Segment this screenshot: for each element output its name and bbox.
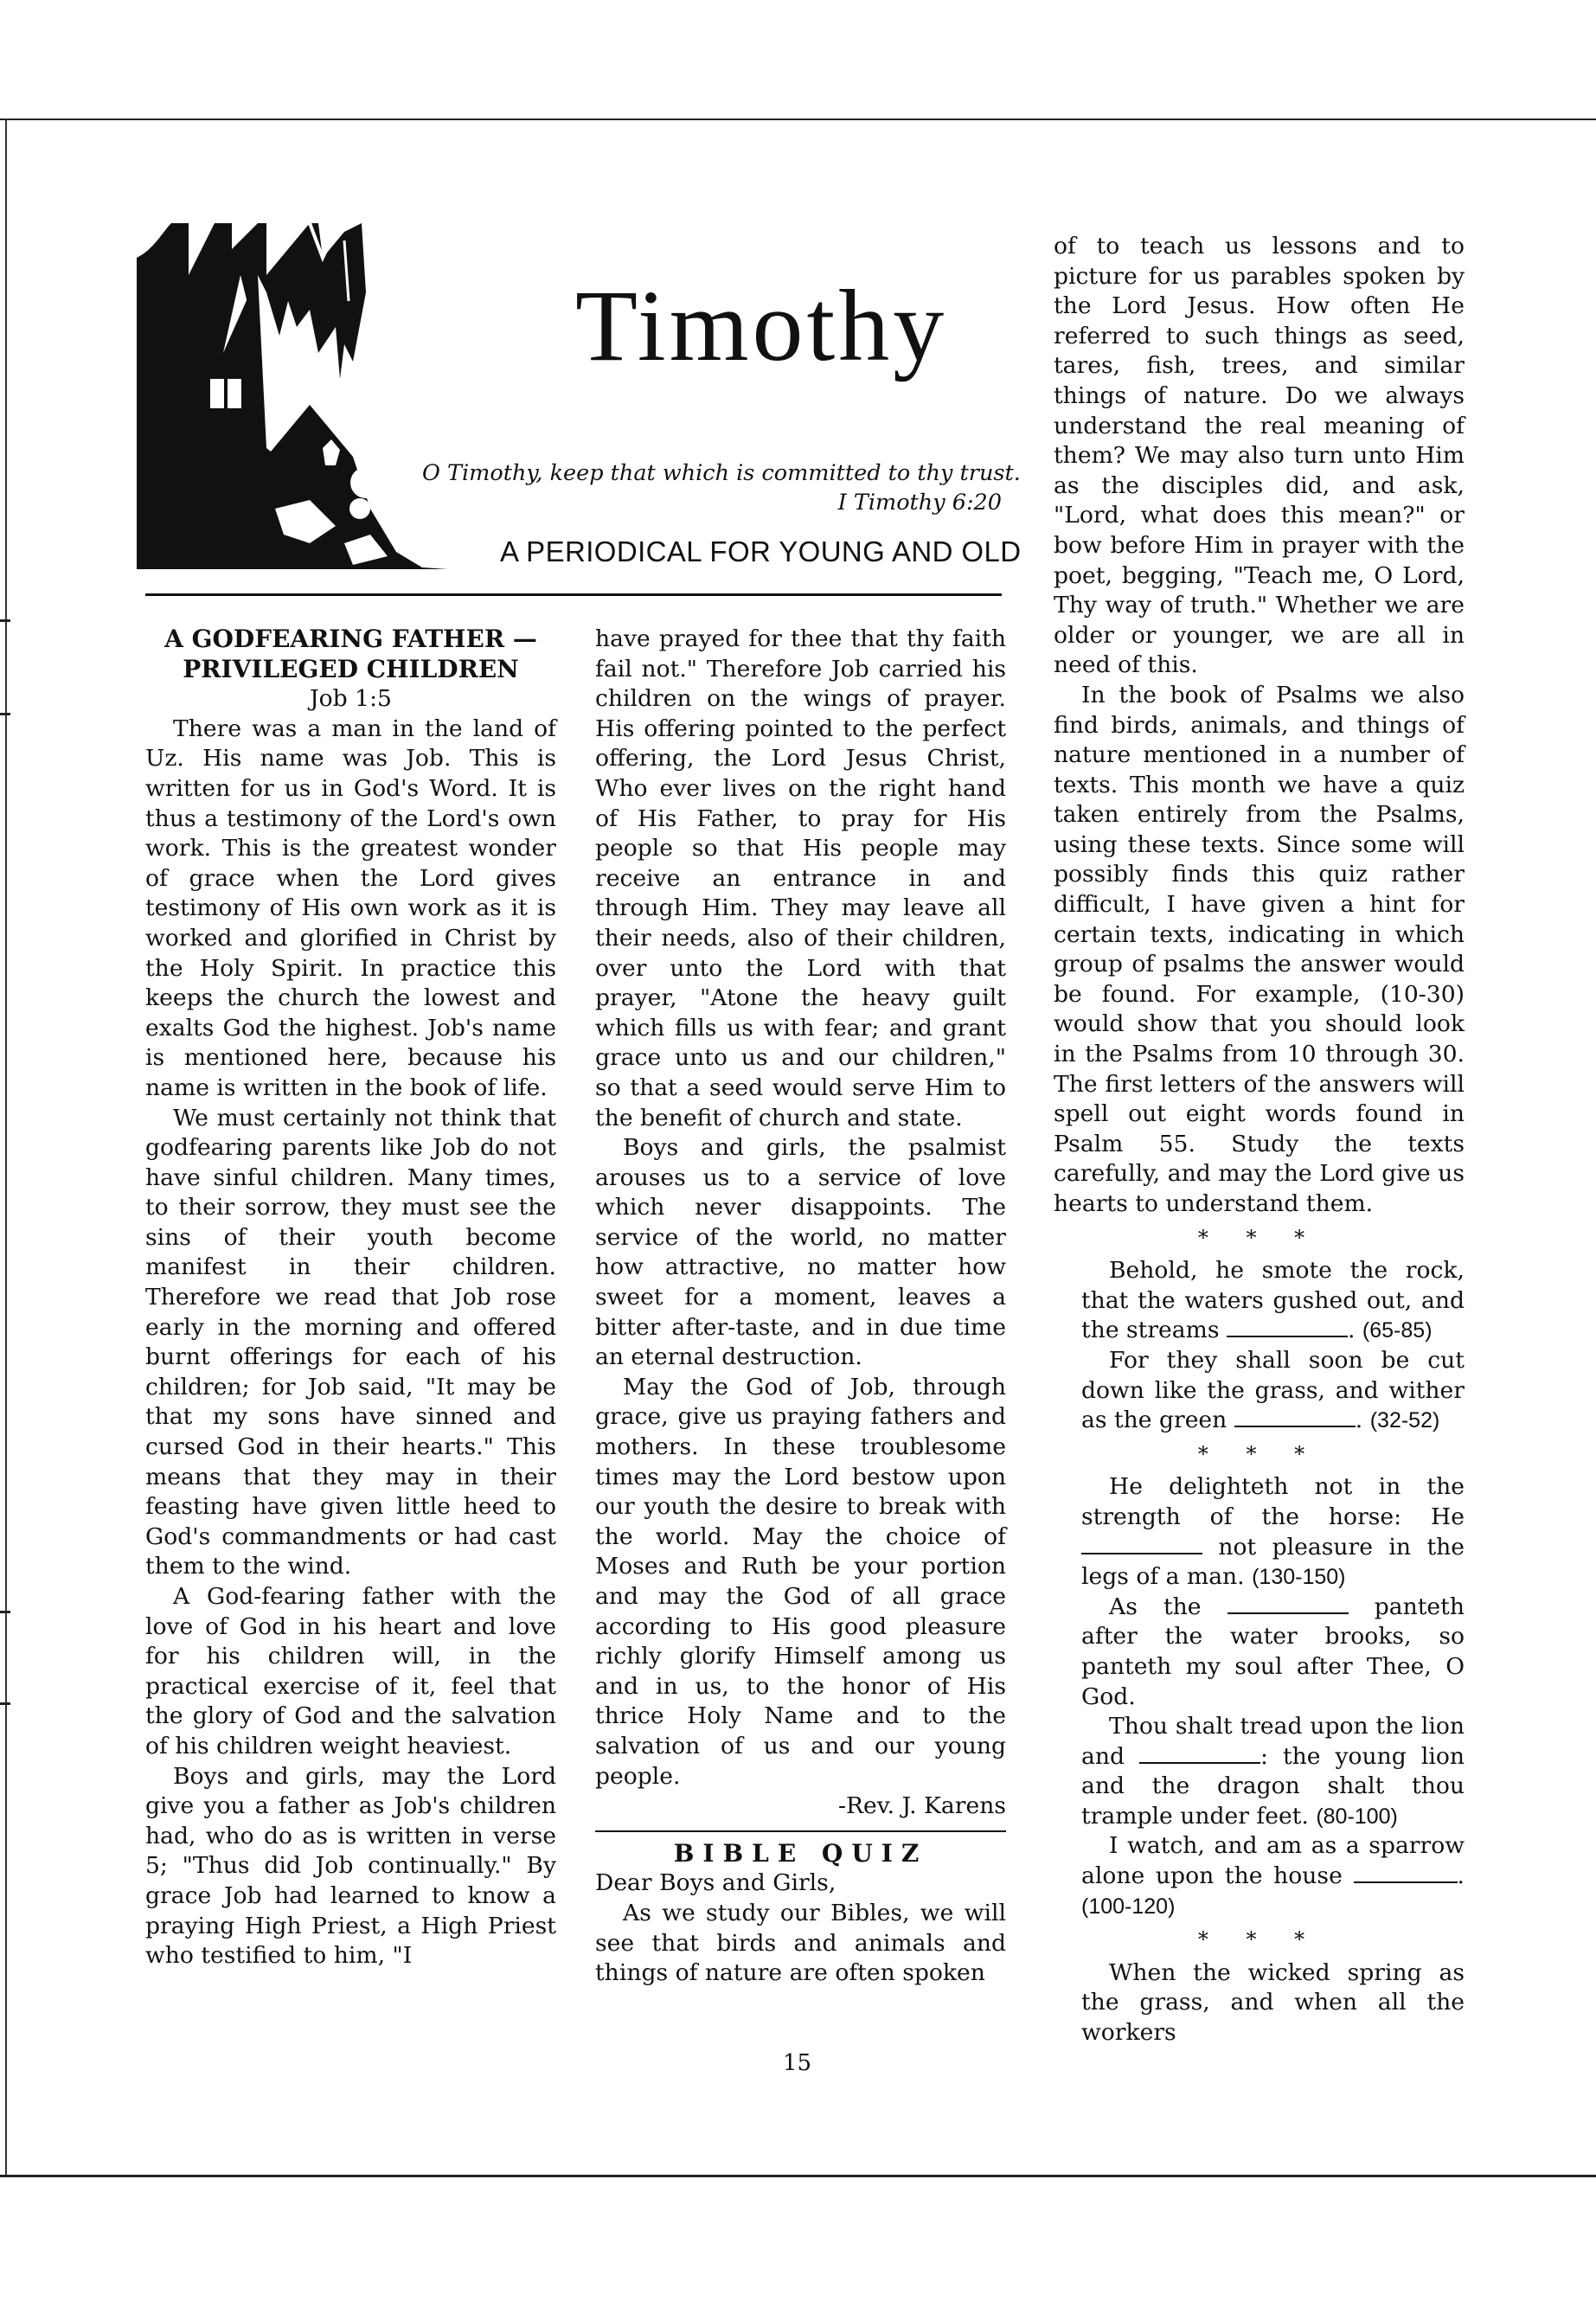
- column-1: [145, 625, 556, 1971]
- scan-left-edge: [5, 119, 7, 2176]
- binding-mark: [0, 713, 10, 715]
- answer-blank: [1227, 1595, 1349, 1614]
- section-divider-stars: * * *: [1197, 1927, 1321, 1952]
- article-paragraph: May the God of Job, through grace, give us praying fathers and mothers. In these troublesome times may the Lord bestow upon our youth the desire to break with the world. May the choice of Moses and Ruth be your portion and may the God of all grace according to His good pleasure richly glorify Himself among us and in us, to the honor of His thrice Holy Name and to the salvation of us and our young people.: [595, 1373, 1006, 1790]
- answer-blank: [1234, 1408, 1356, 1427]
- question-text: .: [1355, 1407, 1363, 1434]
- article-paragraph: have prayed for thee that thy faith fail not." Therefore Job carried his children on the wings of prayer. His offering pointed to the perfect offering, the Lord Jesus Christ, Who ever lives on the right hand of His Father, to pray for His people so that His people may receive an entrance in and through Him. They may leave all their needs, also of their children, over unto the Lord with that prayer, "Atone the heavy guilt which fills us with fear; and grant grace unto us and our children," so that a seed would serve Him to the benefit of church and state.: [595, 625, 1006, 1131]
- article-paragraph: A God-fearing father with the love of God in his heart and love for his children will, in the practical exercise of it, feel that the glory of God and the salvation of his children weight heaviest.: [145, 1583, 556, 1759]
- article-title-line-2: PRIVILEGED CHILDREN: [183, 654, 519, 683]
- article-signature: [595, 1791, 1006, 1822]
- article-reference: Job 1:5: [310, 685, 392, 713]
- column-2: [595, 625, 1006, 1989]
- article-paragraph: There was a man in the land of Uz. His name was Job. This is written for us in God's Word. It is thus a testimony of the Lord's own work. This is the greatest wonder of grace when the Lord gives testimony of His own work as it is worked and glorified in Christ by the Holy Spirit. In practice this keeps the church the lowest and exalts God the highest. Job's name is mentioned here, because his name is written in the book of life.: [145, 715, 556, 1101]
- question-text: : the young lion and the dragon shalt thou trample under feet.: [1081, 1742, 1465, 1830]
- quiz-question-1: [1054, 1256, 1465, 1346]
- section-divider-stars: * * *: [1197, 1225, 1321, 1250]
- masthead-rule: [145, 593, 1002, 596]
- psalm-range-hint: (130-150): [1252, 1565, 1346, 1590]
- question-text: For they shall soon be cut down like the grass, and wither as the green: [1081, 1346, 1465, 1434]
- masthead-motto: O Timothy, keep that which is committed to thy trust.: [422, 460, 1021, 486]
- answer-blank: [1139, 1745, 1260, 1764]
- question-text: Behold, he smote the rock, that the waters gushed out, and the streams: [1081, 1257, 1465, 1344]
- quiz-intro-paragraph: of to teach us lessons and to picture for us parables spoken by the Lord Jesus. How often He referred to such things as seed, tares, fish, trees, and similar things of nature. Do we always understand the real meaning of them? We may also turn unto Him as the disciples did, and ask, "Lord, what does this mean?" or bow before Him in prayer with the poet, begging, "Teach me, O Lord, Thy way of truth." Whether we are older or younger, we are all in need of this.: [1054, 233, 1465, 679]
- answer-blank: [1227, 1318, 1348, 1337]
- psalm-range-hint: (32-52): [1369, 1408, 1440, 1433]
- binding-mark: [0, 619, 10, 622]
- psalm-range-hint: (65-85): [1362, 1318, 1433, 1343]
- quiz-question-3: [1054, 1472, 1465, 1592]
- question-text: .: [1457, 1862, 1465, 1890]
- church-steeple-illustration: [137, 223, 448, 569]
- scan-top-edge: [0, 119, 1596, 120]
- section-divider-stars: * * *: [1197, 1441, 1321, 1466]
- question-text: panteth after the water brooks, so panteth my soul after Thee, O God.: [1081, 1593, 1465, 1710]
- quiz-title: BIBLE QUIZ: [673, 1838, 928, 1868]
- quiz-question-6: [1054, 1831, 1465, 1921]
- binding-mark: [0, 1702, 10, 1705]
- scan-bottom-edge: [0, 2175, 1596, 2177]
- quiz-question-5: [1054, 1712, 1465, 1831]
- quiz-greeting: Dear Boys and Girls,: [595, 1869, 836, 1897]
- question-text: When the wicked spring as the grass, and when all the workers: [1081, 1958, 1465, 2047]
- question-text: I watch, and am as a sparrow alone upon the house: [1081, 1832, 1465, 1890]
- article-paragraph: We must certainly not think that godfearing parents like Job do not have sinful children. Many times, to their sorrow, they must see the sins of their youth become manifest in their children. Therefore we read that Job rose early in the morning and offered burnt offerings for each of his children; for Job said, "It may be that my sons have sinned and cursed God in their hearts." This means that they may in their feasting have given little heed to God's commandments or had cast them to the wind.: [145, 1104, 556, 1580]
- question-text: Thou shalt tread upon the lion and: [1081, 1713, 1465, 1770]
- binding-mark: [0, 1611, 10, 1613]
- answer-blank: [1081, 1535, 1202, 1554]
- quiz-question-2: [1054, 1346, 1465, 1436]
- question-text: As the: [1109, 1593, 1202, 1620]
- psalm-range-hint: (80-100): [1316, 1804, 1398, 1829]
- quiz-question-7: [1054, 1958, 1465, 2048]
- masthead-periodical-line: A PERIODICAL FOR YOUNG AND OLD: [500, 535, 1022, 567]
- question-text: He delighteth not in the strength of the horse: He: [1081, 1473, 1465, 1530]
- article-author: -Rev. J. Karens: [838, 1792, 1006, 1820]
- article-title-line-1: A GODFEARING FATHER —: [164, 625, 537, 653]
- psalm-range-hint: (100-120): [1081, 1894, 1176, 1919]
- masthead-title: Timothy: [575, 269, 948, 382]
- answer-blank: [1354, 1864, 1458, 1883]
- quiz-intro-paragraph: In the book of Psalms we also find birds, animals, and things of nature mentioned in a number of texts. This month we have a quiz taken entirely from the Psalms, using these texts. Since some will possibly finds this quiz rather difficult, I have given a hint for certain texts, indicating in which group of psalms the answer would be found. For example, (10-30) would show that you should look in the Psalms from 10 through 30. The first letters of the answers will spell out eight words found in Psalm 55. Study the texts carefully, and may the Lord give us hearts to understand them.: [1054, 681, 1465, 1217]
- column-3: [1054, 232, 1465, 2048]
- question-text: not pleasure in the legs of a man.: [1081, 1533, 1465, 1591]
- quiz-rule: [595, 1830, 1006, 1832]
- question-text: .: [1347, 1317, 1356, 1344]
- article-paragraph: Boys and girls, the psalmist arouses us to a service of love which never disappoints. The service of the world, no matter how attractive, no matter how sweet for a moment, leaves a bitter after-taste, and in due time an eternal destruction.: [595, 1134, 1006, 1371]
- article-paragraph: Boys and girls, may the Lord give you a father as Job's children had, who do as is written in verse 5; "Thus did Job continually." By grace Job had learned to know a praying High Priest, a High Priest who testified to him, "I: [145, 1762, 556, 1970]
- masthead-motto-reference: I Timothy 6:20: [837, 490, 1002, 516]
- page-number: 15: [783, 2050, 812, 2076]
- quiz-intro-paragraph: As we study our Bibles, we will see that birds and animals and things of nature are often spoken: [595, 1899, 1006, 1987]
- quiz-question-4: [1054, 1593, 1465, 1712]
